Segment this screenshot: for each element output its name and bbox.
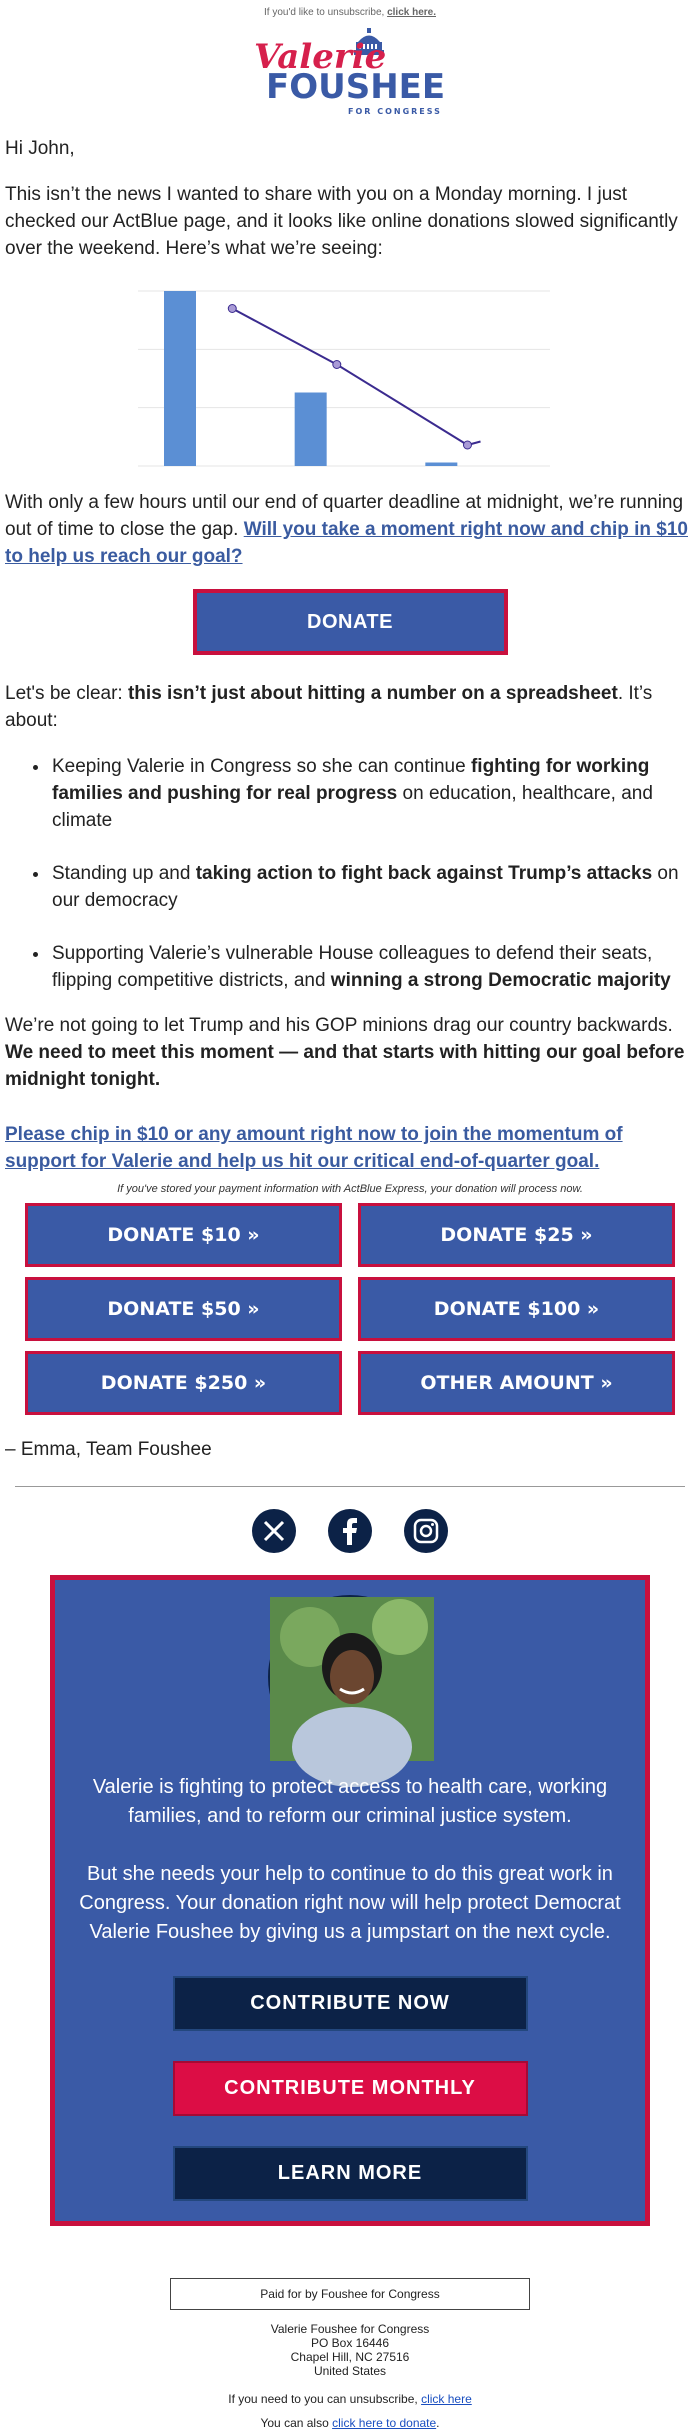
chart-point bbox=[333, 361, 341, 369]
foushee-logo bbox=[250, 28, 450, 123]
clear-lead: Let's be clear: bbox=[5, 683, 123, 704]
point-text: Standing up and bbox=[52, 863, 191, 884]
gop-bold: We need to meet this moment — and that starts with hitting our goal before midnight tonight. bbox=[5, 1042, 685, 1090]
logo-last-name: FOUSHEE bbox=[266, 67, 446, 107]
list-item bbox=[50, 753, 695, 834]
preheader bbox=[0, 0, 700, 20]
point-text: Keeping Valerie in Congress so she can continue bbox=[52, 756, 466, 777]
chart-point bbox=[228, 305, 236, 313]
donate-button[interactable]: DONATE bbox=[193, 589, 508, 655]
donate-100-button[interactable]: DONATE $100 » bbox=[358, 1277, 675, 1341]
gop-paragraph bbox=[5, 1012, 695, 1093]
point-bold: fighting for working families and pushing for real progress bbox=[52, 756, 650, 804]
chart-bar bbox=[425, 463, 457, 467]
chip-in-link[interactable]: Will you take a moment right now and chip in $10 to help us reach our goal? bbox=[5, 519, 688, 567]
clear-tail: . It’s about: bbox=[5, 683, 653, 731]
list-item bbox=[50, 860, 695, 914]
address-line: PO Box 16446 bbox=[310, 2336, 390, 2350]
donate-250-button[interactable]: DONATE $250 » bbox=[25, 1351, 342, 1415]
deadline-text: With only a few hours until our end of quarter deadline at midnight, we’re running out of time to close the gap. bbox=[5, 492, 684, 540]
donate-footer-link[interactable]: click here to donate bbox=[332, 2416, 437, 2430]
other-amount-button[interactable]: OTHER AMOUNT » bbox=[358, 1351, 675, 1415]
unsubscribe-text: If you need to you can unsubscribe, bbox=[228, 2392, 418, 2406]
address-line: Valerie Foushee for Congress bbox=[270, 2322, 430, 2336]
unsubscribe-link-top[interactable]: click here. bbox=[387, 7, 436, 18]
address-line: Chapel Hill, NC 27516 bbox=[290, 2350, 410, 2364]
reasons-list bbox=[50, 753, 695, 994]
donate-footnote bbox=[0, 2416, 700, 2430]
address-line: United States bbox=[313, 2364, 387, 2378]
donate-footnote-text: You can also bbox=[260, 2416, 329, 2430]
card-paragraph-2: But she needs your help to continue to do this great work in Congress. Your donation right now will help protect Democrat Valerie Foushee by giving us a jumpstart on the next cycle. bbox=[79, 1863, 621, 1943]
chart-bar bbox=[295, 393, 327, 467]
preheader-text: If you'd like to unsubscribe, bbox=[263, 7, 385, 18]
social-links bbox=[0, 1509, 700, 1553]
chip-paragraph bbox=[5, 1121, 695, 1175]
point-text: on our democracy bbox=[52, 863, 679, 911]
instagram-icon[interactable] bbox=[404, 1509, 448, 1553]
point-text: on education, healthcare, and climate bbox=[52, 783, 653, 831]
point-bold: winning a strong Democratic majority bbox=[330, 970, 671, 991]
donate-amount-grid bbox=[0, 1203, 700, 1415]
list-item bbox=[50, 940, 695, 994]
chart-trend-line bbox=[232, 309, 480, 446]
donate-10-button[interactable]: DONATE $10 » bbox=[25, 1203, 342, 1267]
logo-first-name: Valerie bbox=[254, 37, 387, 77]
point-bold: taking action to fight back against Trump’s attacks bbox=[195, 863, 653, 884]
valerie-portrait bbox=[268, 1595, 432, 1759]
donate-footnote-period: . bbox=[436, 2416, 440, 2430]
contribute-now-button[interactable]: CONTRIBUTE NOW bbox=[173, 1976, 528, 2031]
gop-text: We’re not going to let Trump and his GOP minions drag our country backwards. bbox=[5, 1015, 673, 1036]
logo-subtitle: FOR CONGRESS bbox=[348, 107, 442, 116]
donations-chart bbox=[130, 281, 570, 471]
intro-paragraph: This isn’t the news I wanted to share with you on a Monday morning. I just checked our ActBlue page, and it looks like online donations slowed significantly over the weekend. Here’s what we’re seeing: bbox=[5, 184, 678, 259]
facebook-icon[interactable] bbox=[328, 1509, 372, 1553]
signoff: – Emma, Team Foushee bbox=[5, 1439, 212, 1460]
learn-more-button[interactable]: LEARN MORE bbox=[173, 2146, 528, 2201]
point-text: Supporting Valerie’s vulnerable House colleagues to defend their seats, flipping competitive districts, and bbox=[52, 943, 653, 991]
chart-point bbox=[463, 441, 471, 449]
clear-paragraph bbox=[5, 680, 695, 734]
mailing-address bbox=[0, 2322, 700, 2378]
card-paragraph-1: Valerie is fighting to protect access to health care, working families, and to reform our criminal justice system. bbox=[92, 1776, 608, 1827]
unsubscribe-link[interactable]: click here bbox=[421, 2392, 472, 2406]
valerie-card bbox=[50, 1575, 650, 2226]
x-icon[interactable] bbox=[252, 1509, 296, 1553]
paid-for-box: Paid for by Foushee for Congress bbox=[170, 2278, 530, 2310]
divider bbox=[15, 1486, 685, 1487]
actblue-express-note: If you've stored your payment information with ActBlue Express, your donation will process now. bbox=[117, 1183, 583, 1195]
unsubscribe-footnote bbox=[0, 2392, 700, 2406]
deadline-paragraph bbox=[5, 489, 695, 570]
chip-in-any-amount-link[interactable]: Please chip in $10 or any amount right now to join the momentum of support for Valerie and help us hit our critical end-of-quarter goal. bbox=[5, 1124, 623, 1172]
clear-bold: this isn’t just about hitting a number on a spreadsheet bbox=[127, 683, 618, 704]
donate-50-button[interactable]: DONATE $50 » bbox=[25, 1277, 342, 1341]
greeting: Hi John, bbox=[5, 138, 75, 159]
contribute-monthly-button[interactable]: CONTRIBUTE MONTHLY bbox=[173, 2061, 528, 2116]
chart-bar bbox=[164, 291, 196, 466]
donate-25-button[interactable]: DONATE $25 » bbox=[358, 1203, 675, 1267]
